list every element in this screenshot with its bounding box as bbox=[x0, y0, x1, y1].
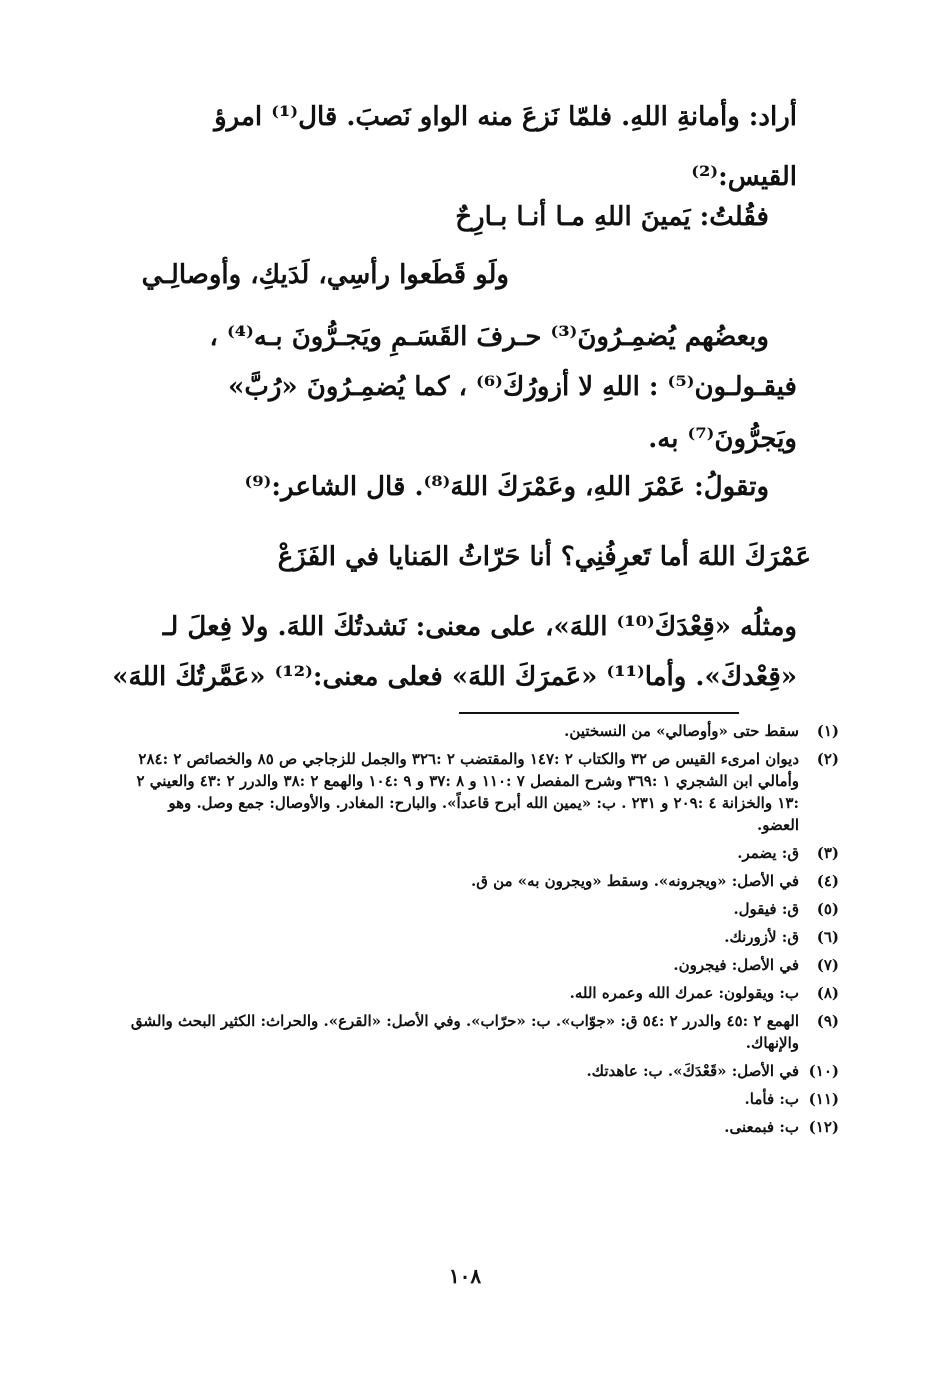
footnote-text: ديوان امرىء القيس ص ٣٢ والكتاب ٢ :١٤٧ والمقتضب ٢ :٣٢٦ والجمل للزجاجي ص ٨٥ والخصائص ٢ :٢٨٤ وأمالي ابن الشجري ١ :٣٦٩ وشرح المفصل ٧ :١١٠ و ٨ :٣٧ و ٩ :١٠٤ والهمع ٢ :٣٨ والدرر ٢ :٤٣ والعيني ٢ :١٣ والخزانة ٤ :٢٠٩ و ٢٣١ . ب: «يمين الله أبرح قاعداً». والبارح: المغادر. والأوصال: جمع وصل. وهو العضو. bbox=[136, 750, 799, 834]
page-number: ١٠٨ bbox=[448, 1264, 482, 1288]
body-line-5: ويَجرُّونَ⁽⁷⁾ به. bbox=[648, 424, 797, 454]
footnote-text: في الأصل: «ويجرونه». وسقط «ويجرون به» من ق. bbox=[471, 872, 799, 890]
body-line-7: ومثلُه «قِعْدَكَ⁽¹⁰⁾ اللهَ»، على معنى: نَشدتُكَ اللهَ. ولا فِعلَ لـ bbox=[162, 612, 797, 642]
footnote-5 bbox=[99, 898, 839, 920]
footnote-7 bbox=[99, 954, 839, 976]
footnote-11 bbox=[99, 1088, 839, 1110]
footnote-6 bbox=[99, 926, 839, 948]
footnote-text: ب: ويقولون: عمرك الله وعمره الله. bbox=[569, 984, 799, 1002]
body-line-3: وبعضُهم يُضمِـرُونَ⁽³⁾ حـرفَ القَسَـمِ ويَجـرُّونَ بـه⁽⁴⁾ ، bbox=[209, 322, 769, 352]
footnote-text: ب: فبمعنى. bbox=[724, 1118, 799, 1136]
footnote-number: (١٠) bbox=[808, 1062, 839, 1080]
footnote-12 bbox=[99, 1116, 839, 1138]
footnote-4 bbox=[99, 870, 839, 892]
footnote-3 bbox=[99, 842, 839, 864]
footnote-number: (٥) bbox=[816, 900, 839, 918]
verse-line: عَمْرَكَ اللهَ أما تَعرِفُنِي؟ أنا حَرّاثُ المَنايا في الفَزَعْ bbox=[277, 542, 811, 572]
footnote-text: في الأصل: فيجرون. bbox=[673, 956, 799, 974]
footnote-2 bbox=[99, 748, 839, 836]
footnote-number: (٧) bbox=[816, 956, 839, 974]
footnote-text: سقط حتى «وأوصالي» من النسختين. bbox=[564, 722, 799, 740]
footnote-number: (٨) bbox=[816, 984, 839, 1002]
footnote-separator bbox=[459, 712, 739, 714]
body-line-2: القيس:⁽²⁾ bbox=[691, 162, 797, 192]
footnote-8 bbox=[99, 982, 839, 1004]
footnote-number: (١٢) bbox=[808, 1118, 839, 1136]
footnote-number: (١) bbox=[816, 722, 839, 740]
footnote-number: (٤) bbox=[816, 872, 839, 890]
footnote-text: ب: فأما. bbox=[744, 1090, 799, 1108]
body-line-8: «قِعْدكَ». وأما⁽¹¹⁾ «عَمرَكَ اللهَ» فعلى معنى:⁽¹²⁾ «عَمَّرتُكَ اللهَ» bbox=[112, 662, 797, 692]
body-line-4: فيقـولـون⁽⁵⁾ : اللهِ لا أزورُكَ⁽⁶⁾ ، كما يُضمِـرُونَ «رُبَّ» bbox=[228, 372, 797, 402]
footnote-number: (٢) bbox=[816, 750, 839, 768]
poem-line-2: ولَو قَطَعوا رأسِي، لَدَيكِ، وأوصالِـي bbox=[141, 260, 509, 290]
footnote-text: الهمع ٢ :٤٥ والدرر ٢ :٥٤ ق: «جوّاب». ب: «حرّاب». وفي الأصل: «القرع». والحراث: الكثير البحث والشق والإنهاك. bbox=[130, 1012, 799, 1052]
footnote-number: (١١) bbox=[808, 1090, 839, 1108]
footnote-10 bbox=[99, 1060, 839, 1082]
footnote-text: في الأصل: «قَعْدَكَ». ب: عاهدتك. bbox=[586, 1062, 799, 1080]
footnote-number: (٣) bbox=[816, 844, 839, 862]
footnote-text: ق: لأزورنك. bbox=[724, 928, 799, 946]
footnotes bbox=[99, 720, 839, 1144]
footnote-9 bbox=[99, 1010, 839, 1054]
footnote-text: ق: يضمر. bbox=[737, 844, 799, 862]
body-line-1: أراد: وأمانةِ اللهِ. فلمّا نَزعَ منه الواو نَصبَ. قال⁽¹⁾ امرؤ bbox=[214, 102, 797, 132]
footnote-text: ق: فيقول. bbox=[733, 900, 799, 918]
footnote-number: (٦) bbox=[816, 928, 839, 946]
footnote-number: (٩) bbox=[816, 1012, 839, 1030]
poem-line-1: فقُلتُ: يَمينَ اللهِ مـا أنـا بـارِحٌ bbox=[455, 202, 769, 232]
footnote-1 bbox=[99, 720, 839, 742]
body-line-6: وتقولُ: عَمْرَ اللهِ، وعَمْرَكَ اللهَ⁽⁸⁾. قال الشاعر:⁽⁹⁾ bbox=[244, 472, 769, 502]
